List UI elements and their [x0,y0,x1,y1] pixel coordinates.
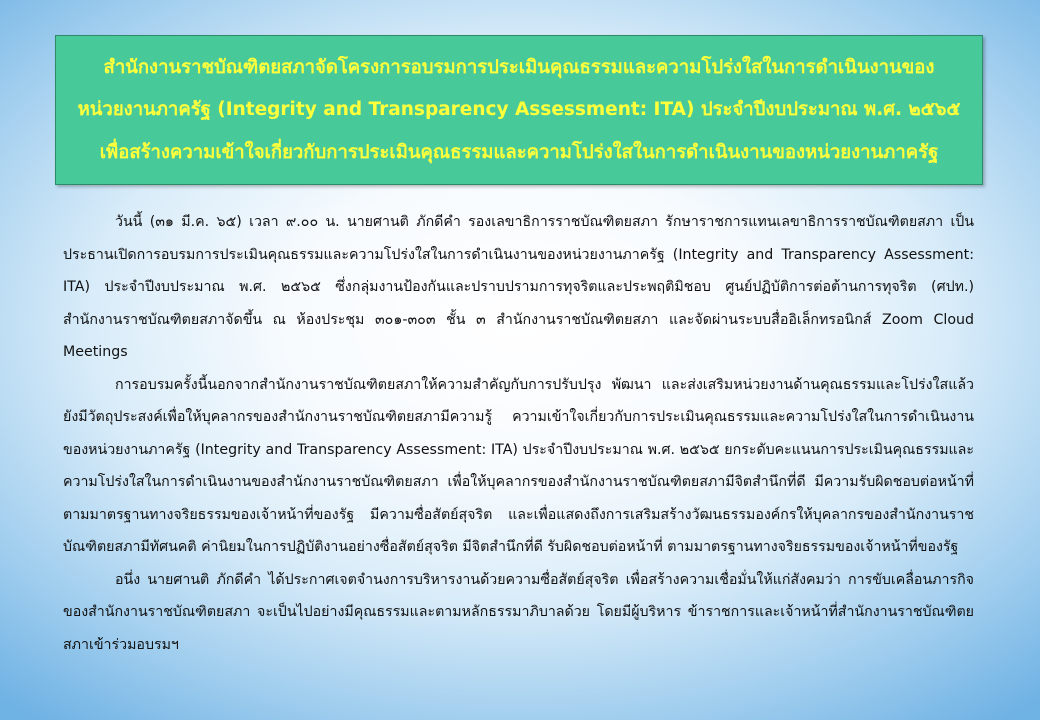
headline-line-3: เพื่อสร้างความเข้าใจเกี่ยวกับการประเมินคุณธรรมและความโปร่งใสในการดำเนินงานของหน่วยงานภาครัฐ [99,142,939,164]
headline-line-1: สำนักงานราชบัณฑิตยสภาจัดโครงการอบรมการประเมินคุณธรรมและความโปร่งใสในการดำเนินงานของ [103,56,935,78]
paragraph-3: อนึ่ง นายศานติ ภักดีคำ ได้ประกาศเจตจำนงการบริหารงานด้วยความซื่อสัตย์สุจริต เพื่อสร้างความเชื่อมั่นให้แก่สังคมว่า การขับเคลื่อนภารกิจของสำนักงานราชบัณฑิตยสภา จะเป็นไปอย่างมีคุณธรรมและตามหลักธรรมาภิบาลด้วย โดยมีผู้บริหาร ข้าราชการและเจ้าหน้าที่สำนักงานราชบัณฑิตยสภาเข้าร่วมอบรมฯ [63,571,974,653]
paragraph-2: การอบรมครั้งนี้นอกจากสำนักงานราชบัณฑิตยสภาให้ความสำคัญกับการปรับปรุง พัฒนา และส่งเสริมหน่วยงานด้านคุณธรรมและโปร่งใสแล้ว ยังมีวัตถุประสงค์เพื่อให้บุคลากรของสำนักงานราชบัณฑิตยสภามีความรู้ ความเข้าใจเกี่ยวกับการประเมินคุณธรรมและความโปร่งใสในการดำเนินงานของหน่วยงานภาครัฐ (Integrity and Transparency Assessment: ITA) ประจำปีงบประมาณ พ.ศ. ๒๕๖๕ ยกระดับคะแนนการประเมินคุณธรรมและความโปร่งใสในการดำเนินงานของสำนักงานราชบัณฑิตยสภา เพื่อให้บุคลากรของสำนักงานราชบัณฑิตยสภามีจิตสำนึกที่ดี มีความรับผิดชอบต่อหน้าที่ ตามมาตรฐานทางจริยธรรมของเจ้าหน้าที่ของรัฐ มีความซื่อสัตย์สุจริต และเพื่อแสดงถึงการเสริมสร้างวัฒนธรรมองค์กรให้บุคลากรของสำนักงานราชบัณฑิตยสภามีทัศนคติ ค่านิยมในการปฏิบัติงานอย่างซื่อสัตย์สุจริต มีจิตสำนึกที่ดี รับผิดชอบต่อหน้าที่ ตามมาตรฐานทางจริยธรรมของเจ้าหน้าที่ของรัฐ [63,376,974,555]
article-body [63,206,974,661]
headline-box [55,35,983,185]
headline-line-2: หน่วยงานภาครัฐ (Integrity and Transparency Assessment: ITA) ประจำปีงบประมาณ พ.ศ. ๒๕๖๕ [77,99,961,121]
paragraph-1: วันนี้ (๓๑ มี.ค. ๖๕) เวลา ๙.๐๐ น. นายศานติ ภักดีคำ รองเลขาธิการราชบัณฑิตยสภา รักษาราชการแทนเลขาธิการราชบัณฑิตยสภา เป็นประธานเปิดการอบรมการประเมินคุณธรรมและความโปร่งใสในการดำเนินงานของหน่วยงานภาครัฐ (Integrity and Transparency Assessment: ITA) ประจำปีงบประมาณ พ.ศ. ๒๕๖๕ ซึ่งกลุ่มงานป้องกันและปราบปรามการทุจริตและประพฤติมิชอบ ศูนย์ปฏิบัติการต่อต้านการทุจริต (ศปท.) สำนักงานราชบัณฑิตยสภาจัดขึ้น ณ ห้องประชุม ๓๐๑-๓๐๓ ชั้น ๓ สำนักงานราชบัณฑิตยสภา และจัดผ่านระบบสื่ออิเล็กทรอนิกส์ Zoom Cloud Meetings [63,214,974,360]
